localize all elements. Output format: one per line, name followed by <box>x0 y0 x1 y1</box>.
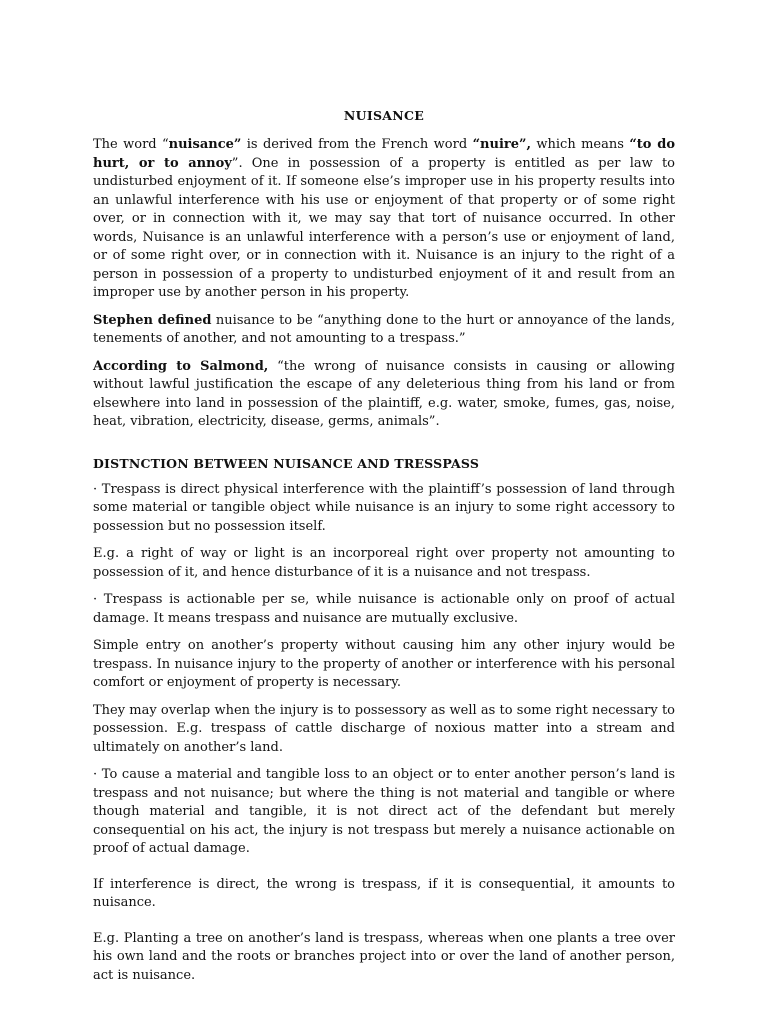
intro-bold-1: nuisance” <box>168 137 242 152</box>
section-heading: DISTNCTION BETWEEN NUISANCE AND TRESSPASS <box>93 455 480 471</box>
stephen-text: nuisance to be “anything done to the hurt or annoyance of the lands, tenements of another, and not amounting to a trespass.” <box>93 312 675 346</box>
salmond-paragraph <box>93 358 675 432</box>
document-page <box>93 108 675 994</box>
intro-text-4: ”. One in possession of a property is entitled as per law to undisturbed enjoyment of it. If someone else’s improper use in his property results into an unlawful interference with his use or enjoyment of that property or of some right over, or in connection with it, we may say that tort of nuisance occurred. In other words, Nuisance is an unlawful interference with a person’s use or enjoyment of land, or of some right over, or in connection with it. Nuisance is an injury to the right of a person in possession of a property to undisturbed enjoyment of it and result from an improper use by another person in his property. <box>93 155 675 300</box>
paragraph-1: · Trespass is direct physical interference with the plaintiff’s possession of land through some material or tangible object while nuisance is an injury to some right accessory to possession but no possession itself. <box>93 481 675 534</box>
paragraph-2: E.g. a right of way or light is an incorporeal right over property not amounting to possession of it, and hence disturbance of it is a nuisance and not trespass. <box>93 546 675 580</box>
paragraph-6: · To cause a material and tangible loss to an object or to enter another person’s land is trespass and not nuisance; but where the thing is not material and tangible or where though material and tangible, it is not direct act of the defendant but merely consequential on his act, the injury is not trespass but merely a nuisance actionable on proof of actual damage. <box>93 767 675 856</box>
page-title: NUISANCE <box>343 108 425 123</box>
paragraph-4: Simple entry on another’s property without causing him any other injury would be trespass. In nuisance injury to the property of another or interference with his personal comfort or enjoyment of property is necessary. <box>93 638 675 690</box>
paragraph-3: · Trespass is actionable per se, while nuisance is actionable only on proof of actual damage. It means trespass and nuisance are mutually exclusive. <box>93 592 675 626</box>
paragraph-8: E.g. Planting a tree on another’s land is trespass, whereas when one plants a tree over his own land and the roots or branches project into or over the land of another person, act is nuisance. <box>93 930 675 983</box>
intro-text-2: is derived from the French word <box>241 137 473 152</box>
intro-bold-3: “to do hurt, or to annoy <box>93 137 676 171</box>
stephen-paragraph <box>93 312 675 349</box>
salmond-bold: According to Salmond, <box>93 358 269 374</box>
intro-text-1: The word “ <box>93 137 169 152</box>
paragraph-5: They may overlap when the injury is to possessory as well as to some right necessary to possession. E.g. trespass of cattle discharge of noxious matter into a stream and ultimately on another’s land. <box>93 702 675 755</box>
paragraph-7: If interference is direct, the wrong is trespass, if it is consequential, it amounts to nuisance. <box>93 876 675 910</box>
stephen-bold: Stephen defined <box>93 312 212 328</box>
intro-bold-2: “nuire”, <box>472 137 532 152</box>
salmond-text: “the wrong of nuisance consists in causing or allowing without lawful justification the escape of any deleterious thing from his land or from elsewhere into land in possession of the plaintiff, e.g. water, smoke, fumes, gas, noise, heat, vibration, electricity, disease, germs, animals”. <box>93 358 676 429</box>
intro-paragraph <box>93 136 675 303</box>
intro-text-3: which means <box>531 137 630 152</box>
